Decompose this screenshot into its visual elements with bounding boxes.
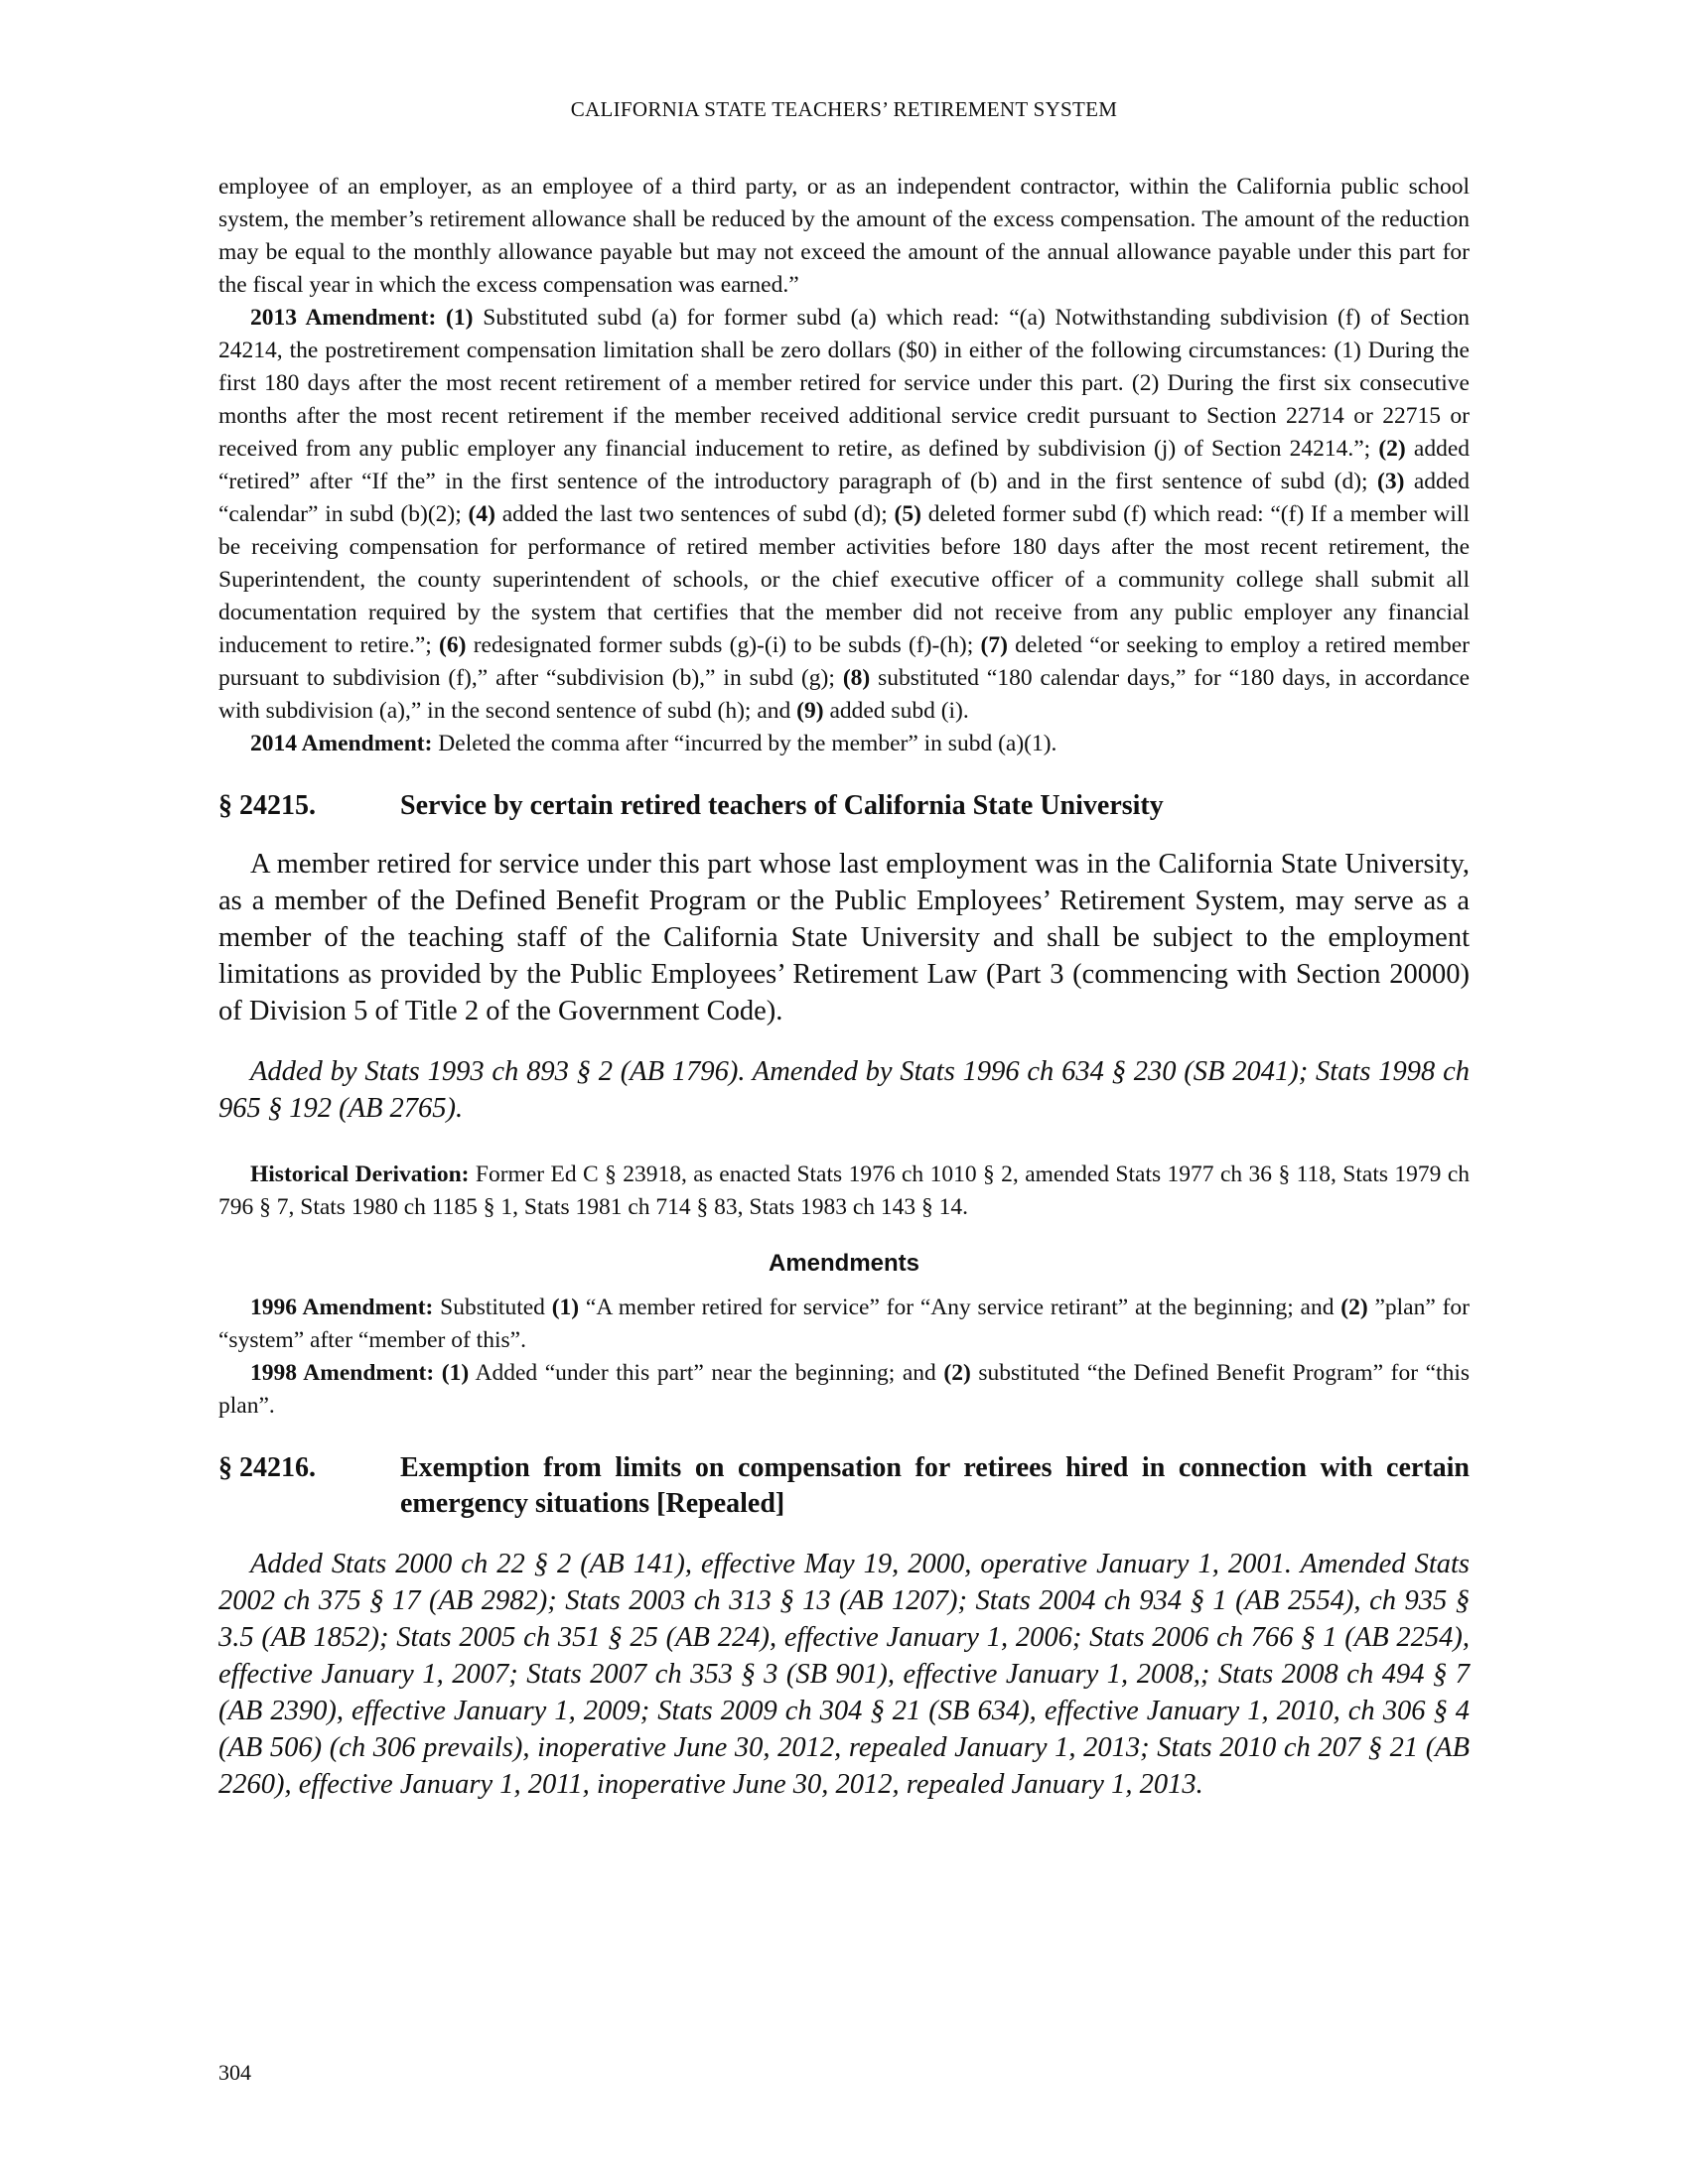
item-number: (2) bbox=[943, 1360, 971, 1386]
amendment-text: Deleted the comma after “incurred by the member” in subd (a)(1). bbox=[432, 731, 1057, 756]
amendment-text: Added “under this part” near the beginning; and bbox=[469, 1360, 944, 1386]
amendment-text: added “calendar” in subd (b)(2); bbox=[218, 469, 1470, 527]
section-title: Service by certain retired teachers of California State University bbox=[400, 790, 1164, 821]
amendment-text: substituted “180 calendar days,” for “180 days, in accordance with subdivision (a),” in the second sentence of subd (h); and bbox=[218, 665, 1471, 724]
amendment-label: 1996 Amendment: bbox=[250, 1295, 434, 1320]
section-24215-body: A member retired for service under this part whose last employment was in the California State University, as a member of the Defined Benefit Program or the Public Employees’ Retirement System, may serve as a member of the teaching staff of the California State University and shall be subject to the employment limitations as provided by the Public Employees’ Retirement Law (Part 3 (commencing with Section 20000) of Division 5 of Title 2 of the Government Code). bbox=[218, 849, 1470, 1026]
item-number: (1) bbox=[441, 1360, 470, 1386]
amendment-text: added subd (i). bbox=[823, 698, 969, 724]
item-number: (6) bbox=[439, 632, 467, 658]
section-24215-heading bbox=[218, 788, 1470, 824]
item-number: (5) bbox=[894, 501, 921, 527]
item-number: (8) bbox=[842, 665, 871, 691]
amendment-text: deleted “or seeking to employ a retired member pursuant to subdivision (f),” after “subdivision (b),” in subd (g); bbox=[218, 632, 1471, 691]
section-title: Exemption from limits on compensation for retirees hired in connection with certain emergency situations [Repealed] bbox=[400, 1452, 1470, 1519]
item-number: (4) bbox=[468, 501, 495, 527]
amendment-2014 bbox=[218, 728, 1470, 760]
derivation-label: Historical Derivation: bbox=[250, 1161, 470, 1187]
page-content bbox=[218, 171, 1470, 1803]
amendment-text: Substituted subd (a) for former subd (a) which read: “(a) Notwithstanding subdivision (f) of Section 24214, the postretirement compensation limitation shall be zero dollars ($0) in either of the following circumstances: (1) During the first 180 days after the most recent retirement of a member retired for service under this part. (2) During the first six consecutive months after the most recent retirement if the member received additional service credit pursuant to Section 22714 or 22715 or received from any public employer any financial inducement to retire, as defined by subdivision (j) of Section 24214.”; bbox=[218, 305, 1471, 462]
amendment-1996 bbox=[218, 1292, 1470, 1357]
amendment-label: 2013 Amendment: bbox=[250, 305, 437, 331]
amendments-heading: Amendments bbox=[768, 1250, 920, 1277]
amendment-1998 bbox=[218, 1357, 1470, 1423]
amendment-text: redesignated former subds (g)-(i) to be subds (f)-(h); bbox=[466, 632, 981, 658]
amendment-text: deleted former subd (f) which read: “(f) If a member will be receiving compensation for performance of retired member activities before 180 days after the most recent retirement, the Superintendent, the county superintendent of schools, or the chief executive officer of a community college shall submit all documentation required by the system that certifies that the member did not receive from any public employer any financial inducement to retire.”; bbox=[218, 501, 1470, 658]
amendment-label: 1998 Amendment: bbox=[250, 1360, 435, 1386]
amendment-text: substituted “the Defined Benefit Program” for “this plan”. bbox=[218, 1360, 1471, 1419]
item-number: (2) bbox=[1378, 436, 1406, 462]
amendment-text: “A member retired for service” for “Any service retirant” at the beginning; and bbox=[579, 1295, 1341, 1320]
amendment-text: added “retired” after “If the” in the first sentence of the introductory paragraph of (b) and in the first sentence of subd (d); bbox=[218, 436, 1470, 494]
section-number: § 24216. bbox=[218, 1452, 316, 1483]
amendment-2013 bbox=[218, 302, 1470, 728]
section-24215-history: Added by Stats 1993 ch 893 § 2 (AB 1796). Amended by Stats 1996 ch 634 § 230 (SB 2041); Stats 1998 ch 965 § 192 (AB 2765). bbox=[218, 1056, 1470, 1124]
amendment-text: added the last two sentences of subd (d); bbox=[494, 501, 895, 527]
page-number: 304 bbox=[218, 2060, 251, 2085]
historical-derivation bbox=[218, 1159, 1470, 1224]
item-number: (9) bbox=[796, 698, 824, 724]
item-number: (7) bbox=[980, 632, 1008, 658]
running-head: CALIFORNIA STATE TEACHERS’ RETIREMENT SYSTEM bbox=[570, 97, 1118, 121]
item-number: (3) bbox=[1377, 469, 1405, 494]
amendment-text: ”plan” for “system” after “member of this”. bbox=[218, 1295, 1470, 1353]
section-number: § 24215. bbox=[218, 790, 316, 821]
continued-paragraph: employee of an employer, as an employee of a third party, or as an independent contractor, within the California public school system, the member’s retirement allowance shall be reduced by the amount of the excess compensation. The amount of the reduction may be equal to the monthly allowance payable but may not exceed the amount of the annual allowance payable under this part for the fiscal year in which the excess compensation was earned.” bbox=[218, 174, 1470, 298]
section-24216-history: Added Stats 2000 ch 22 § 2 (AB 141), effective May 19, 2000, operative January 1, 2001. Amended Stats 2002 ch 375 § 17 (AB 2982); Stats 2003 ch 313 § 13 (AB 1207); Stats 2004 ch 934 § 1 (AB 2554), ch 935 § 3.5 (AB 1852); Stats 2005 ch 351 § 25 (AB 224), effective January 1, 2006; Stats 2006 ch 766 § 1 (AB 2254), effective January 1, 2007; Stats 2007 ch 353 § 3 (SB 901), effective January 1, 2008,; Stats 2008 ch 494 § 7 (AB 2390), effective January 1, 2009; Stats 2009 ch 304 § 21 (SB 634), effective January 1, 2010, ch 306 § 4 (AB 506) (ch 306 prevails), inoperative June 30, 2012, repealed January 1, 2013; Stats 2010 ch 207 § 21 (AB 2260), effective January 1, 2011, inoperative June 30, 2012, repealed January 1, 2013. bbox=[218, 1549, 1470, 1800]
derivation-text: Former Ed C § 23918, as enacted Stats 1976 ch 1010 § 2, amended Stats 1977 ch 36 § 118, Stats 1979 ch 796 § 7, Stats 1980 ch 1185 § 1, Stats 1981 ch 714 § 83, Stats 1983 ch 143 § 14. bbox=[218, 1161, 1471, 1220]
section-24216-heading bbox=[218, 1450, 1470, 1522]
item-number: (1) bbox=[551, 1295, 580, 1320]
item-number: (1) bbox=[446, 305, 474, 331]
item-number: (2) bbox=[1340, 1295, 1368, 1320]
amendment-label: 2014 Amendment: bbox=[250, 731, 433, 756]
amendment-text: Substituted bbox=[433, 1295, 552, 1320]
